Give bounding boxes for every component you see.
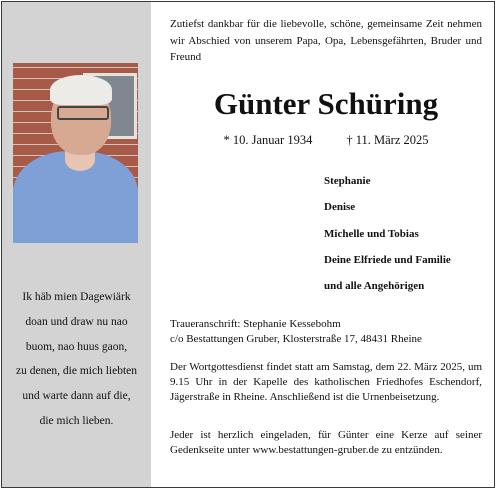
glasses bbox=[57, 106, 109, 120]
family-member: Michelle und Tobias bbox=[324, 227, 419, 240]
candle-invitation: Jeder ist herzlich eingeladen, für Günter eine Kerze auf seiner Gedenkseite unter www.bestattungen-gruber.de zu entzünden. bbox=[170, 429, 482, 456]
portrait-photo bbox=[13, 63, 138, 243]
intro-text: Zutiefst dankbar für die liebevolle, schöne, gemeinsame Zeit nehmen wir Abschied von unserem Papa, Opa, Lebensgefährten, Bruder und Freund bbox=[170, 18, 482, 63]
address-line-1: Traueranschrift: Stephanie Kessebohm bbox=[170, 318, 341, 330]
address-line-2: c/o Bestattungen Gruber, Klosterstraße 17, 48431 Rheine bbox=[170, 333, 422, 345]
poem-line: die mich lieben. bbox=[39, 414, 114, 427]
life-dates bbox=[170, 133, 482, 148]
death-date: † 11. März 2025 bbox=[346, 133, 429, 147]
family-member: Stephanie bbox=[324, 175, 371, 187]
birth-date: * 10. Januar 1934 bbox=[223, 133, 313, 147]
family-member: und alle Angehörigen bbox=[324, 280, 425, 293]
family-member: Denise bbox=[324, 201, 356, 214]
mourning-address bbox=[170, 317, 482, 347]
service-info: Der Wortgottesdienst findet statt am Samstag, dem 22. März 2025, um 9.15 Uhr in der Kapelle des katholischen Friedhofes Eschendorf, Jägerstraße in Rheine. Anschließend ist die Urnenbeisetzung. bbox=[170, 361, 482, 403]
hair bbox=[50, 75, 112, 105]
poem-line: und warte dann auf die, bbox=[22, 390, 131, 403]
poem-line: Ik häb mien Dagewiärk bbox=[22, 291, 131, 303]
family-list bbox=[324, 171, 451, 302]
poem-line: zu denen, die mich liebten bbox=[15, 365, 138, 378]
poem-line: buom, nao huus gaon, bbox=[25, 340, 128, 353]
poem bbox=[2, 285, 151, 434]
family-member: Deine Elfriede und Familie bbox=[324, 253, 451, 266]
poem-line: doan und draw nu nao bbox=[25, 315, 128, 328]
deceased-name: Günter Schüring bbox=[213, 86, 439, 121]
